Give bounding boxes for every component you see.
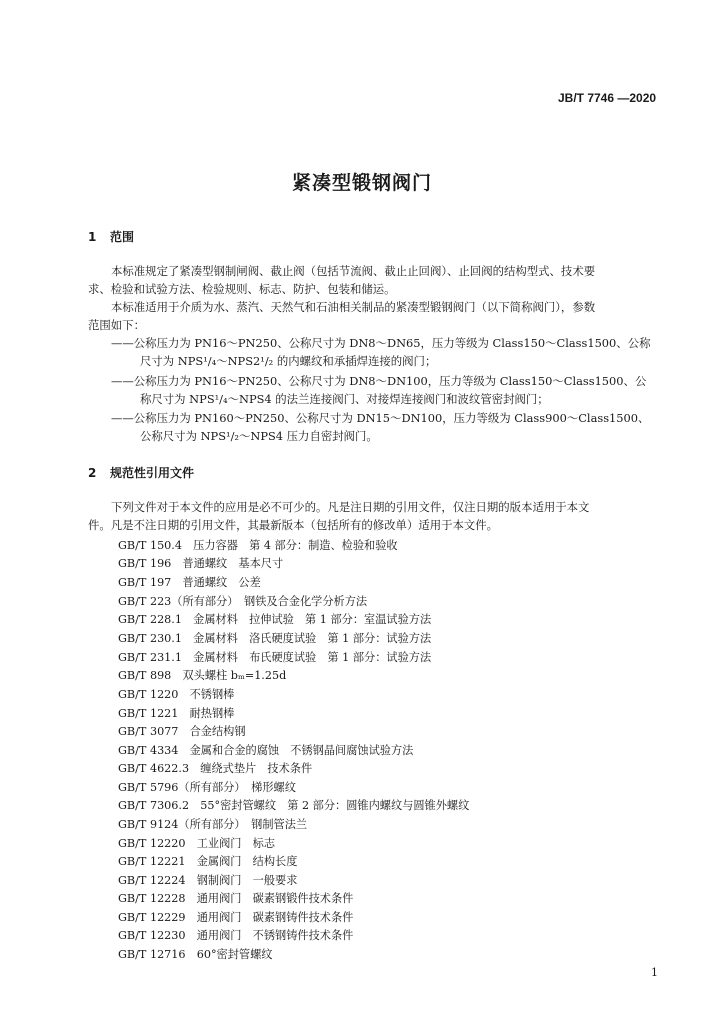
section-number: 1 — [88, 230, 97, 244]
section-title: 范围 — [110, 230, 135, 244]
list-item: ——公称压力为 PN160～PN250、公称尺寸为 DN15～DN100，压力等级为 Class900～Class1500、 — [111, 411, 650, 425]
list-item-continuation: 公称尺寸为 NPS¹/₂～NPS4 压力自密封阀门。 — [140, 429, 378, 443]
reference-item: GB/T 231.1 金属材料 布氏硬度试验 第 1 部分：试验方法 — [118, 651, 432, 664]
paragraph-line: 范围如下： — [88, 318, 145, 332]
reference-item: GB/T 12220 工业阀门 标志 — [118, 837, 276, 850]
reference-item: GB/T 228.1 金属材料 拉伸试验 第 1 部分：室温试验方法 — [118, 613, 432, 626]
reference-item: GB/T 1220 不锈钢棒 — [118, 688, 235, 701]
reference-item: GB/T 197 普通螺纹 公差 — [118, 576, 261, 589]
list-item: ——公称压力为 PN16～PN250、公称尺寸为 DN8～DN100，压力等级为 Class150～Class1500、公 — [111, 374, 647, 388]
reference-item: GB/T 4622.3 缠绕式垫片 技术条件 — [118, 762, 313, 775]
section-number: 2 — [88, 466, 97, 480]
reference-item: GB/T 1221 耐热钢棒 — [118, 707, 235, 720]
section-1-heading — [88, 228, 134, 245]
reference-item: GB/T 196 普通螺纹 基本尺寸 — [118, 557, 284, 570]
reference-item: GB/T 5796（所有部分） 梯形螺纹 — [118, 781, 296, 794]
reference-item: GB/T 12224 钢制阀门 一般要求 — [118, 874, 298, 887]
page-number: 1 — [651, 966, 658, 979]
list-item-continuation: 尺寸为 NPS¹/₄～NPS2¹/₂ 的内螺纹和承插焊连接的阀门； — [140, 354, 437, 368]
standard-number: JB/T 7746 —2020 — [558, 91, 657, 105]
reference-item: GB/T 12221 金属阀门 结构长度 — [118, 855, 298, 868]
document-title: 紧凑型锻钢阀门 — [291, 172, 432, 194]
paragraph-line: 下列文件对于本文件的应用是必不可少的。凡是注日期的引用文件，仅注日期的版本适用于本文 — [111, 500, 590, 514]
paragraph-line: 件。凡是不注日期的引用文件，其最新版本（包括所有的修改单）适用于本文件。 — [88, 518, 499, 532]
reference-item: GB/T 4334 金属和合金的腐蚀 不锈钢晶间腐蚀试验方法 — [118, 744, 414, 757]
paragraph-line: 求、检验和试验方法、检验规则、标志、防护、包装和储运。 — [88, 282, 396, 296]
reference-item: GB/T 230.1 金属材料 洛氏硬度试验 第 1 部分：试验方法 — [118, 632, 432, 645]
section-2-heading — [88, 464, 194, 481]
reference-item: GB/T 7306.2 55°密封管螺纹 第 2 部分：圆锥内螺纹与圆锥外螺纹 — [118, 799, 470, 812]
paragraph-line: 本标准适用于介质为水、蒸汽、天然气和石油相关制品的紧凑型锻钢阀门（以下简称阀门），参数 — [111, 300, 596, 314]
section-title: 规范性引用文件 — [110, 466, 195, 480]
reference-item: GB/T 12229 通用阀门 碳素钢铸件技术条件 — [118, 911, 354, 924]
reference-item: GB/T 150.4 压力容器 第 4 部分：制造、检验和验收 — [118, 539, 398, 552]
list-item-continuation: 称尺寸为 NPS¹/₄～NPS4 的法兰连接阀门、对接焊连接阀门和波纹管密封阀门； — [140, 392, 549, 406]
reference-item: GB/T 9124（所有部分） 钢制管法兰 — [118, 818, 308, 831]
reference-item: GB/T 12716 60°密封管螺纹 — [118, 948, 273, 961]
reference-item: GB/T 223（所有部分） 钢铁及合金化学分析方法 — [118, 595, 368, 608]
reference-item: GB/T 12230 通用阀门 不锈钢铸件技术条件 — [118, 929, 354, 942]
paragraph-line: 本标准规定了紧凑型钢制闸阀、截止阀（包括节流阀、截止止回阀）、止回阀的结构型式、技术要 — [111, 264, 596, 278]
reference-item: GB/T 3077 合金结构钢 — [118, 725, 246, 738]
reference-item: GB/T 898 双头螺柱 bₘ=1.25d — [118, 669, 287, 682]
list-item: ——公称压力为 PN16～PN250、公称尺寸为 DN8～DN65，压力等级为 Class150～Class1500、公称 — [111, 336, 651, 350]
reference-item: GB/T 12228 通用阀门 碳素钢锻件技术条件 — [118, 892, 354, 905]
